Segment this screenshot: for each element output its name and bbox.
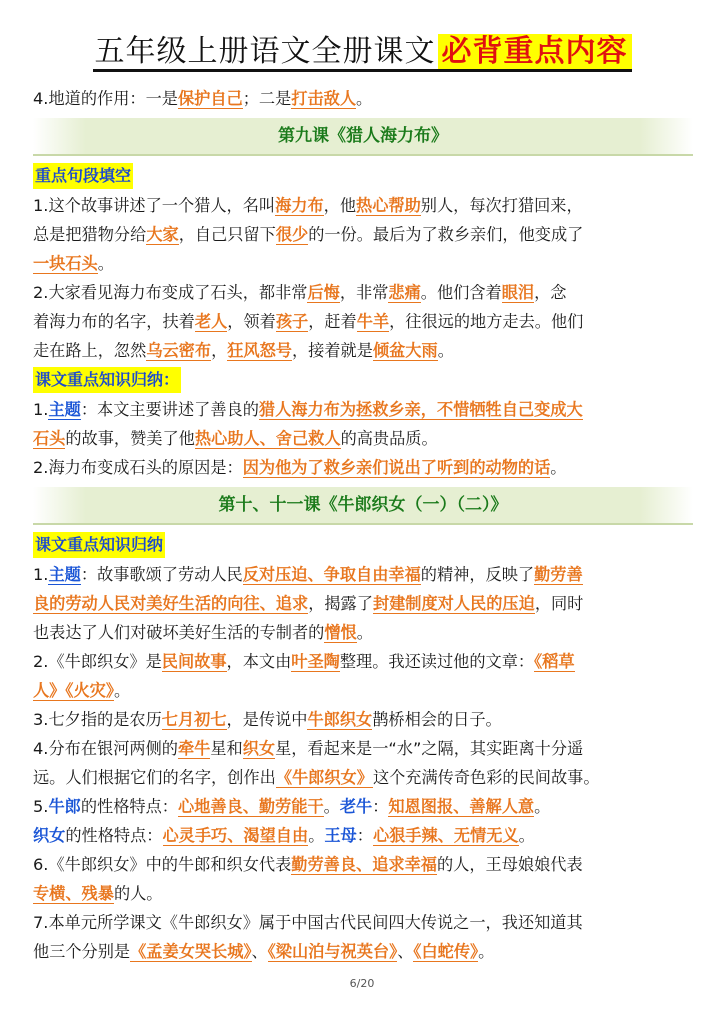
text: 。 <box>534 797 551 816</box>
text: 整理。我还读过他的文章： <box>339 652 535 671</box>
keyword: 人》《火灾》 <box>33 681 114 700</box>
text: ， <box>211 341 228 360</box>
text-line <box>33 395 693 424</box>
text: 1. <box>33 565 49 584</box>
text-line <box>33 191 693 220</box>
text: ，他 <box>323 196 357 215</box>
text: 总是把猎物分给 <box>33 225 147 244</box>
text: 鹊桥相会的日子。 <box>372 710 502 729</box>
section-heading: 课文重点知识归纳 <box>33 532 165 558</box>
keyword: 保护自己 <box>177 89 243 108</box>
text: 。 <box>97 254 114 273</box>
section-heading: 重点句段填空 <box>33 163 133 189</box>
text: 的人，王母娘娘代表 <box>436 855 583 874</box>
text: 3.七夕指的是农历 <box>33 710 162 729</box>
keyword: 反对压迫、争取自由幸福 <box>242 565 421 584</box>
text-line <box>33 676 693 705</box>
keyword: 知恩图报、善解人意 <box>388 797 535 816</box>
keyword: 石头 <box>33 429 66 448</box>
text: ，领着 <box>227 312 276 331</box>
text-line <box>33 647 693 676</box>
keyword: 因为他为了救乡亲们说出了听到的动物的话 <box>242 458 551 477</box>
text: ；二是 <box>242 89 292 108</box>
section-heading: 课文重点知识归纳： <box>33 367 181 393</box>
text: 星和 <box>210 739 243 758</box>
keyword: 《白蛇传》 <box>413 942 479 961</box>
text-line <box>33 734 693 763</box>
text: ，揭露了 <box>308 594 373 613</box>
keyword: 封建制度对人民的压迫 <box>372 594 535 613</box>
text-line <box>33 84 693 113</box>
keyword: 悲痛 <box>388 283 421 302</box>
keyword: 眼泪 <box>501 283 535 302</box>
keyword: 后悔 <box>307 283 340 302</box>
keyword: 猎人海力布为拯救乡亲，不惜牺牲自己变成大 <box>258 400 583 419</box>
text: 。 <box>356 623 373 642</box>
topic-label: 主题 <box>48 565 81 584</box>
text: 、 <box>397 942 414 961</box>
text-line <box>33 307 693 336</box>
keyword: 《稻草 <box>534 652 575 671</box>
keyword: 热心助人、舍己救人 <box>194 429 341 448</box>
text: 6.《牛郎织女》中的牛郎和织女代表 <box>33 855 292 874</box>
text-line <box>33 879 693 908</box>
content <box>33 84 693 966</box>
text-line <box>33 792 693 821</box>
text: ，是传说中 <box>226 710 308 729</box>
character-name: 王母 <box>324 826 357 845</box>
keyword: 勤劳善良、追求幸福 <box>291 855 437 874</box>
keyword: 《孟姜女哭长城》 <box>130 942 252 961</box>
text: ，赶着 <box>308 312 357 331</box>
keyword: 打击敌人 <box>291 89 357 108</box>
text-line <box>33 589 693 618</box>
text: 的高贵品质。 <box>340 429 438 448</box>
keyword: 老人 <box>194 312 228 331</box>
text: ，接着就是 <box>292 341 373 360</box>
text-line <box>33 424 693 453</box>
text: ： <box>372 797 389 816</box>
title-main: 五年级上册语文全册课文 <box>93 34 438 72</box>
keyword: 乌云密布 <box>146 341 212 360</box>
text: ： <box>356 826 373 845</box>
keyword: 勤劳善 <box>534 565 583 584</box>
keyword: 大家 <box>146 225 179 244</box>
text: 的人。 <box>113 884 163 903</box>
lesson-banner-10-11: 第十、十一课《牛郎织女（一）（二）》 <box>33 487 693 525</box>
text: 。 <box>323 797 340 816</box>
text-line <box>33 453 693 482</box>
keyword: 《牛郎织女》 <box>275 768 373 787</box>
text: 。 <box>308 826 325 845</box>
text: 。 <box>113 681 131 700</box>
text: 。 <box>356 89 373 108</box>
text-line <box>33 937 693 966</box>
text: 4.分布在银河两侧的 <box>33 739 178 758</box>
text: 7.本单元所学课文《牛郎织女》属于中国古代民间四大传说之一，我还知道其 <box>33 913 583 932</box>
title-highlight: 必背重点内容 <box>438 34 632 72</box>
text: 也表达了人们对破坏美好生活的专制者的 <box>33 623 325 642</box>
text-line <box>33 220 693 249</box>
text: ，同时 <box>534 594 584 613</box>
keyword: 专横、残暴 <box>33 884 114 903</box>
keyword: 牛郎织女 <box>307 710 373 729</box>
character-name: 牛郎 <box>48 797 81 816</box>
text: 的精神，反映了 <box>420 565 535 584</box>
text: ：故事歌颂了劳动人民 <box>80 565 243 584</box>
character-name: 老牛 <box>339 797 373 816</box>
keyword: 牛羊 <box>356 312 390 331</box>
keyword: 七月初七 <box>161 710 227 729</box>
keyword: 《梁山泊与祝英台》 <box>267 942 398 961</box>
text-line <box>33 278 693 307</box>
page-number: 6/20 <box>349 977 375 990</box>
text: ，往很远的地方走去。他们 <box>389 312 584 331</box>
text: 。他们含着 <box>420 283 502 302</box>
text: 星，看起来是一“水”之隔，其实距离十分遥 <box>275 739 584 758</box>
keyword: 心地善良、勤劳能干 <box>177 797 324 816</box>
text: 。 <box>437 341 454 360</box>
text-line <box>33 850 693 879</box>
page-title <box>0 30 724 74</box>
text-line <box>33 908 693 937</box>
keyword: 热心帮助 <box>356 196 421 215</box>
text: 4.地道的作用：一是 <box>33 89 178 108</box>
text: 的性格特点： <box>80 797 178 816</box>
text: 1. <box>33 400 49 419</box>
text: 1.这个故事讲述了一个猎人，名叫 <box>33 196 276 215</box>
text: 、 <box>251 942 268 961</box>
text: 。 <box>550 458 567 477</box>
text-line <box>33 705 693 734</box>
keyword: 海力布 <box>275 196 324 215</box>
keyword: 心狠手辣、无情无义 <box>372 826 519 845</box>
text: 的性格特点： <box>65 826 163 845</box>
lesson-banner-9: 第九课《猎人海力布》 <box>33 118 693 156</box>
keyword: 狂风怒号 <box>227 341 292 360</box>
text: 5. <box>33 797 49 816</box>
text-line <box>33 763 693 792</box>
character-name: 织女 <box>33 826 66 845</box>
text: 2.《牛郎织女》是 <box>33 652 162 671</box>
text: 。 <box>478 942 495 961</box>
text: 的一份。最后为了救乡亲们，他变成了 <box>308 225 584 244</box>
text: 的故事，赞美了他 <box>65 429 195 448</box>
text: 这个充满传奇色彩的民间故事。 <box>372 768 600 787</box>
text: 远。人们根据它们的名字，创作出 <box>33 768 276 787</box>
keyword: 倾盆大雨 <box>372 341 438 360</box>
text: ，本文由 <box>226 652 292 671</box>
keyword: 牵牛 <box>177 739 211 758</box>
keyword: 心灵手巧、渴望自由 <box>162 826 309 845</box>
text: 。 <box>518 826 535 845</box>
text-line <box>33 618 693 647</box>
text-line <box>33 821 693 850</box>
text: 2.海力布变成石头的原因是： <box>33 458 243 477</box>
text-line <box>33 249 693 278</box>
text: ，自己只留下 <box>178 225 276 244</box>
keyword: 孩子 <box>275 312 309 331</box>
text: 他三个分别是 <box>33 942 131 961</box>
text: ，念 <box>534 283 567 302</box>
text: ，非常 <box>339 283 389 302</box>
keyword: 民间故事 <box>161 652 227 671</box>
keyword: 一块石头 <box>33 254 98 273</box>
keyword: 叶圣陶 <box>291 652 340 671</box>
keyword: 良的劳动人民对美好生活的向往、追求 <box>33 594 309 613</box>
keyword: 很少 <box>275 225 309 244</box>
keyword: 织女 <box>242 739 276 758</box>
text-line <box>33 336 693 365</box>
text-line <box>33 560 693 589</box>
text: 着海力布的名字，扶着 <box>33 312 195 331</box>
text: 2.大家看见海力布变成了石头，都非常 <box>33 283 308 302</box>
text: 走在路上，忽然 <box>33 341 147 360</box>
text: 别人，每次打猎回来， <box>420 196 583 215</box>
text: ：本文主要讲述了善良的 <box>80 400 259 419</box>
keyword: 憎恨 <box>324 623 357 642</box>
topic-label: 主题 <box>48 400 81 419</box>
